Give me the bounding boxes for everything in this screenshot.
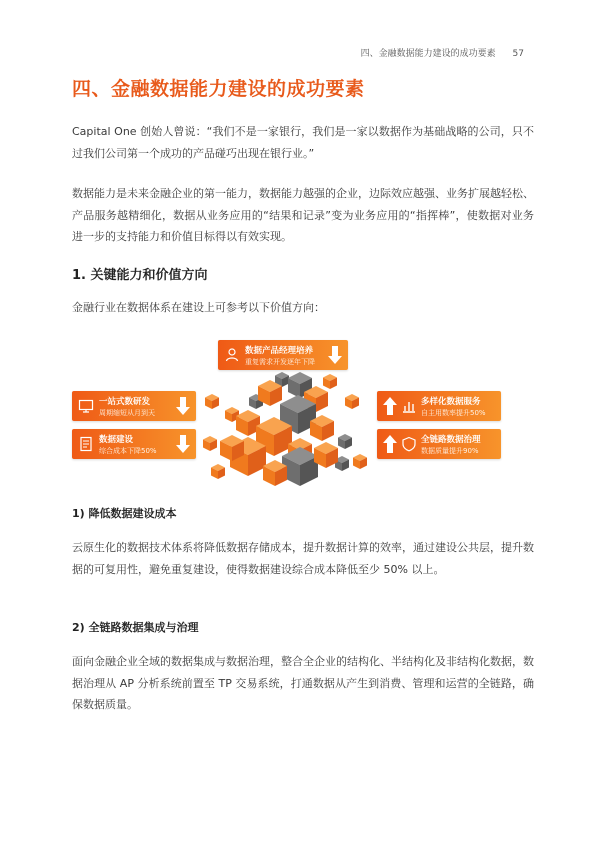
card-data-governance <box>377 429 501 459</box>
card-top-subtitle: 重复需求开发逐年下降 <box>245 358 315 366</box>
shield-icon <box>401 436 417 452</box>
subsection-heading-1: 1) 降低数据建设成本 <box>72 507 177 520</box>
page-number: 57 <box>512 49 524 59</box>
page-title: 四、金融数据能力建设的成功要素 <box>72 78 365 100</box>
chart-icon <box>401 398 417 414</box>
section-lead: 金融行业在数据体系在建设上可参考以下价值方向： <box>72 301 325 314</box>
card-data-services <box>377 391 501 421</box>
running-header <box>361 46 524 59</box>
card-left1-subtitle: 周期缩短从月到天 <box>99 409 155 417</box>
card-left1-title: 一站式数研发 <box>99 397 151 407</box>
subsection-body-1: 云原生化的数据技术体系将降低数据存储成本，提升数据计算的效率，通过建设公共层，提升数据的可复用性，避免重复建设，使得数据建设综合成本降低至少 50% 以上。 <box>72 541 534 576</box>
arrow-down-icon <box>328 345 342 365</box>
subsection-body-2: 面向金融企业全域的数据集成与数据治理，整合全企业的结构化、半结构化及非结构化数据，数据治理从 AP 分析系统前置至 TP 交易系统，打通数据从产生到消费、管理和运营的全链路，确保数据质量。 <box>72 655 534 711</box>
monitor-icon <box>78 398 94 414</box>
card-right2-title: 全链路数据治理 <box>421 435 481 445</box>
arrow-down-icon <box>176 434 190 454</box>
arrow-up-icon <box>383 396 397 416</box>
arrow-down-icon <box>176 396 190 416</box>
card-right1-subtitle: 自主用数率提升50% <box>421 409 486 417</box>
running-title: 四、金融数据能力建设的成功要素 <box>360 49 496 59</box>
section-heading: 1. 关键能力和价值方向 <box>72 268 208 283</box>
card-data-build <box>72 429 196 459</box>
subsection-heading-2: 2) 全链路数据集成与治理 <box>72 621 199 634</box>
card-left2-subtitle: 综合成本下降50% <box>99 447 157 455</box>
card-right2-subtitle: 数据质量提升90% <box>421 447 479 455</box>
card-product-manager <box>218 340 348 370</box>
card-top-title: 数据产品经理培养 <box>245 346 314 356</box>
intro-quote: Capital One 创始人曾说：“我们不是一家银行，我们是一家以数据作为基础战略的公司，只不过我们公司第一个成功的产品碰巧出现在银行业。” <box>72 125 534 160</box>
card-one-stop-dev <box>72 391 196 421</box>
arrow-up-icon <box>383 434 397 454</box>
card-right1-title: 多样化数据服务 <box>421 397 481 407</box>
card-left2-title: 数据建设 <box>99 435 134 445</box>
people-icon <box>224 347 240 363</box>
document-icon <box>78 436 94 452</box>
intro-paragraph: 数据能力是未来金融企业的第一能力，数据能力越强的企业，边际效应越强、业务扩展越轻松、产品服务越精细化，数据从业务应用的“结果和记录”变为业务应用的“指挥棒”，使数据对业务进一步的支持能力和价值目标得以有效实现。 <box>72 187 534 243</box>
